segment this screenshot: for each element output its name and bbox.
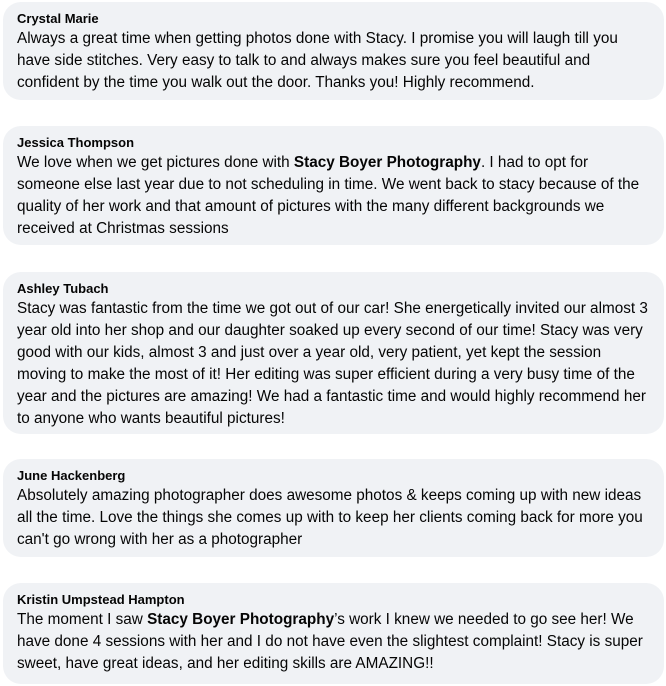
- review-comment: [3, 583, 664, 684]
- review-text: [17, 298, 650, 430]
- review-text: [17, 152, 650, 240]
- review-author[interactable]: Ashley Tubach: [17, 281, 109, 296]
- review-text: [17, 609, 650, 675]
- review-text-body: Always a great time when getting photos done with Stacy. I promise you will laugh till you have side stitches. Very easy to talk to and always makes sure you feel beautiful and confident by the time you walk out the door. Thanks you! Highly recommend.: [17, 30, 618, 91]
- review-text-body: Stacy was fantastic from the time we got out of our car! She energetically invited our almost 3 year old into her shop and our daughter soaked up every second of our time! Stacy was very good with our kids, almost 3 and just over a year old, very patient, yet kept the session moving to make the most of it! Her editing was super efficient during a very busy time of the year and the pictures are amazing! We had a fantastic time and would highly recommend her to anyone who wants beautiful pictures!: [17, 300, 648, 427]
- review-author[interactable]: Jessica Thompson: [17, 135, 135, 150]
- review-author[interactable]: Crystal Marie: [17, 11, 99, 26]
- review-text-after: . I had to opt for someone else last year due to not scheduling in time. We went back to stacy because of the quality of her work and that amount of pictures with the many different backgrounds we received at Christmas sessions: [17, 154, 640, 237]
- review-comment: [3, 272, 664, 434]
- review-text-after: ’s work I knew we needed to go see her! We have done 4 sessions with her and I do not have even the slightest complaint! Stacy is super sweet, have great ideas, and her editing skills are AMAZING!!: [17, 611, 643, 672]
- review-author[interactable]: Kristin Umpstead Hampton: [17, 592, 185, 607]
- review-text-before: The moment I saw: [17, 611, 148, 628]
- review-text-body: Absolutely amazing photographer does awesome photos & keeps coming up with new ideas all the time. Love the things she comes up with to keep her clients coming back for more you can't go wrong with her as a photographer: [17, 487, 643, 548]
- review-text: [17, 485, 650, 551]
- review-comment: [3, 459, 664, 557]
- page-mention[interactable]: Stacy Boyer Photography: [293, 154, 481, 171]
- review-author[interactable]: June Hackenberg: [17, 468, 126, 483]
- review-comment: [3, 126, 664, 245]
- review-text: [17, 28, 650, 94]
- review-comment: [3, 2, 664, 100]
- page-mention[interactable]: Stacy Boyer Photography: [147, 611, 335, 628]
- review-text-before: We love when we get pictures done with: [17, 154, 294, 171]
